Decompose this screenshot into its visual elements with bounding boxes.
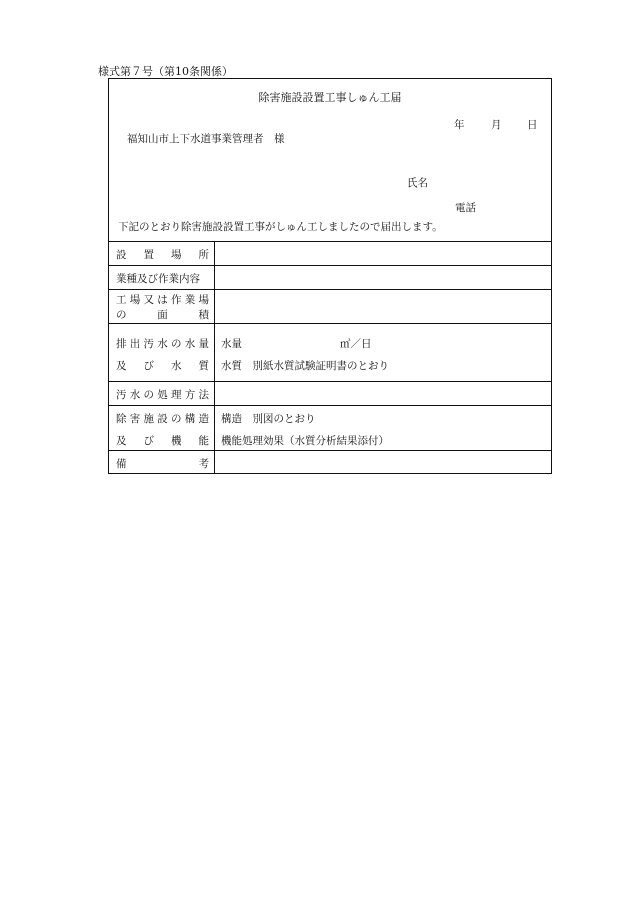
row-divider — [109, 265, 551, 266]
applicant-phone-label: 電話 — [455, 202, 476, 214]
facility-label-line2: 及 び 機 能 — [116, 435, 209, 447]
location-label: 設 置 場 所 — [116, 249, 209, 261]
water-quality-text: 水質 別紙水質試験証明書のとおり — [221, 360, 389, 372]
wastewater-label-line2: 及 び 水 質 — [116, 360, 209, 372]
row-divider — [109, 381, 551, 382]
row-divider — [109, 405, 551, 406]
facility-function-text: 機能処理効果（水質分析結果添付） — [221, 435, 389, 447]
facility-label-line1: 除 害 施 設 の 構 造 — [116, 413, 209, 425]
water-volume-label: 水量 — [221, 338, 242, 350]
facility-structure-text: 構造 別図のとおり — [221, 413, 316, 425]
row-divider — [109, 450, 551, 451]
form-number: 様式第７号（第10条関係） — [98, 65, 233, 78]
water-volume-unit: ㎥／日 — [340, 338, 372, 350]
row-divider — [109, 323, 551, 324]
date-day-label: 日 — [527, 119, 538, 131]
applicant-name-label: 氏名 — [407, 177, 428, 189]
date-month-label: 月 — [491, 119, 502, 131]
area-label-line2: の 面 積 — [116, 309, 209, 321]
business-type-label: 業種及び作業内容 — [116, 273, 200, 285]
table-top-rule — [109, 241, 551, 242]
row-divider — [109, 289, 551, 290]
wastewater-label-line1: 排 出 汚 水 の 水 量 — [116, 338, 209, 350]
column-divider — [214, 241, 215, 474]
area-label-line1: 工 場 又 は 作 業 場 — [116, 294, 209, 306]
addressee: 福知山市上下水道事業管理者 様 — [127, 133, 285, 145]
notification-form — [108, 78, 552, 474]
treatment-method-label: 汚 水 の 処 理 方 法 — [116, 389, 209, 401]
date-year-label: 年 — [454, 119, 465, 131]
notification-statement: 下記のとおり除害施設設置工事がしゅん工しましたので届出します。 — [118, 221, 443, 233]
form-title: 除害施設設置工事しゅん工届 — [258, 91, 402, 104]
remarks-label: 備 考 — [116, 458, 209, 470]
